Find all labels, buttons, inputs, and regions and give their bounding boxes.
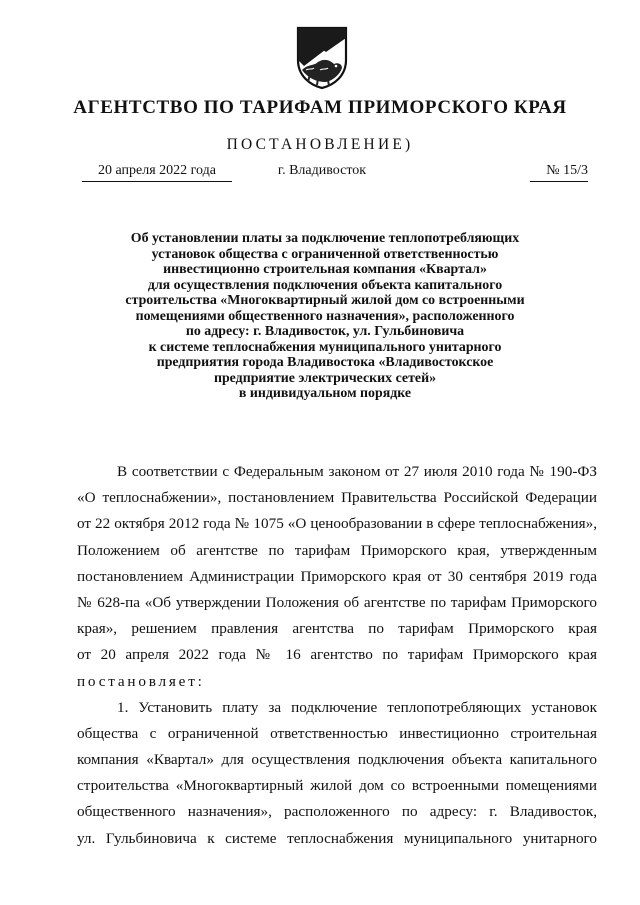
body-line: 1. Установить плату за подключение теплопотребляющих установок bbox=[117, 698, 597, 716]
document-type: ПОСТАНОВЛЕНИЕ) bbox=[226, 136, 414, 153]
body-line: компания «Квартал» для осуществления подключения объекта капитального bbox=[77, 751, 597, 769]
agency-title: АГЕНТСТВО ПО ТАРИФАМ ПРИМОРСКОГО КРАЯ bbox=[73, 97, 567, 118]
subject-line: установок общества с ограниченной ответственностью bbox=[151, 246, 499, 262]
body-line: общества с ограниченной ответственностью инвестиционно строительная bbox=[77, 724, 597, 742]
body-line: общественного назначения», расположенного по адресу: г. Владивосток, bbox=[77, 803, 597, 821]
subject-line: по адресу: г. Владивосток, ул. Гульбиновича bbox=[185, 324, 465, 339]
subject-line: помещениями общественного назначения», расположенного bbox=[135, 308, 515, 324]
body-line: постановлением Администрации Приморского края от 30 сентября 2019 года bbox=[77, 567, 597, 585]
document-number: № 15/3 bbox=[530, 163, 588, 182]
body-line-resolves: постановляет: bbox=[77, 672, 205, 690]
subject-line: к системе теплоснабжения муниципального унитарного bbox=[148, 339, 502, 355]
body-line: строительства «Многоквартирный жилой дом со встроенными помещениями bbox=[77, 777, 597, 795]
document-city: г. Владивосток bbox=[277, 163, 367, 178]
body-line: от 20 апреля 2022 года № 16 агентство по тарифам Приморского края bbox=[77, 646, 597, 664]
subject-line: Об установлении платы за подключение теплопотребляющих bbox=[130, 231, 520, 246]
body-line: В соответствии с Федеральным законом от 27 июля 2010 года № 190-ФЗ bbox=[117, 463, 597, 480]
body-line: края», решением правления агентства по тарифам Приморского края bbox=[77, 620, 597, 638]
document-subject bbox=[100, 231, 550, 402]
document-date: 20 апреля 2022 года bbox=[82, 163, 232, 182]
subject-line: инвестиционно строительная компания «Квартал» bbox=[163, 262, 487, 277]
body-line: Положением об агентстве по тарифам Приморского края, утвержденным bbox=[77, 541, 597, 559]
subject-line: в индивидуальном порядке bbox=[238, 386, 412, 401]
body-line: ул. Гульбиновича к системе теплоснабжения муниципального унитарного bbox=[77, 829, 597, 847]
body-line: от 22 октября 2012 года № 1075 «О ценообразовании в сфере теплоснабжения», bbox=[77, 515, 597, 533]
body-line: «О теплоснабжении», постановлением Правительства Российской Федерации bbox=[77, 489, 597, 507]
subject-line: строительства «Многоквартирный жилой дом со встроенными bbox=[125, 293, 525, 308]
document-body bbox=[77, 459, 597, 852]
subject-line: предприятие электрических сетей» bbox=[213, 370, 437, 386]
subject-line: предприятия города Владивостока «Владивостокское bbox=[156, 355, 494, 370]
body-line: № 628-па «Об утверждении Положения об агентстве по тарифам Приморского bbox=[77, 593, 597, 611]
coat-of-arms-emblem bbox=[296, 26, 348, 90]
subject-line: для осуществления подключения объекта капитального bbox=[147, 277, 503, 293]
